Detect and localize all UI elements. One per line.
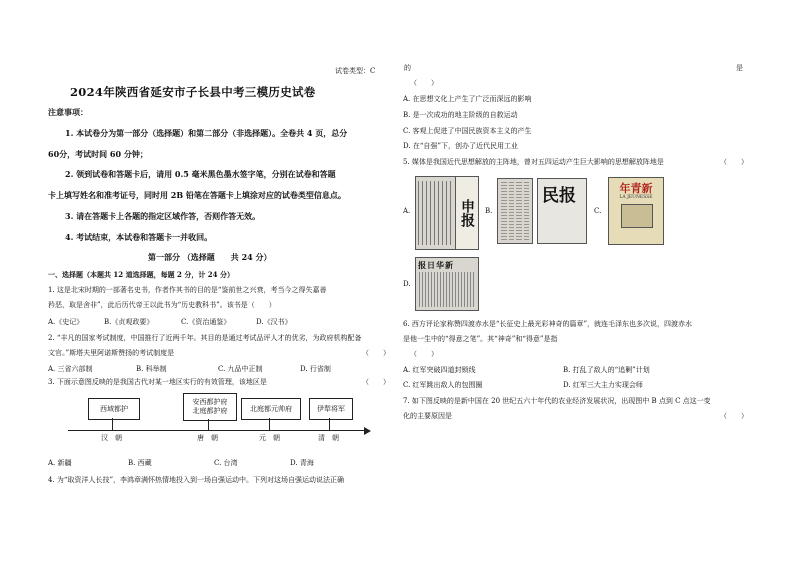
q3-option-a[interactable]: A. 新疆 <box>48 459 72 467</box>
q6-stem-line-1: 6. 西方评论家称赞四渡赤水是“长征史上最光彩神奇的篇章”，就连毛泽东也多次说，四渡赤水 <box>403 320 693 328</box>
notes-heading: 注意事项： <box>48 107 88 117</box>
note-line-6: 4. 考试结束，本试卷和答题卡一并收回。 <box>65 232 213 242</box>
q7-stem-line-2: 化的主要原因是 <box>403 412 452 420</box>
q6-option-d[interactable]: D. 红军三大主力实现会师 <box>563 381 643 389</box>
note-line-4: 卡上填写姓名和准考证号，同时用 2B 铅笔在答题卡上填涂对应的试卷类型信息点。 <box>48 190 346 200</box>
q5-label-a[interactable]: A. <box>403 207 411 215</box>
q1-option-b[interactable]: B.《贞观政要》 <box>104 318 154 326</box>
q1-stem-line-1: 1. 这是北宋时期的一部著名史书，作者作其书的目的是“鉴前世之兴衰，考当今之得失嘉善 <box>48 286 327 294</box>
newspaper-page-image[interactable] <box>497 178 533 244</box>
q7-stem-line-1: 7. 如下图反映的是新中国在 20 世纪五六十年代的农业经济发展状况，出现图中 B 点到 C 点这一变 <box>403 397 711 405</box>
timeline-axis <box>68 430 366 431</box>
q2-option-d[interactable]: D. 行省制 <box>300 365 331 373</box>
q6-answer-paren: （ ） <box>410 350 438 358</box>
note-line-2: 60分，考试时间 60 分钟； <box>48 149 148 159</box>
q2-option-b[interactable]: B. 科举制 <box>136 365 167 373</box>
q4-option-b[interactable]: B. 是一次成功的地主阶级的自救运动 <box>403 111 518 119</box>
q4-answer-paren: （ ） <box>410 79 438 87</box>
q1-option-c[interactable]: C.《资治通鉴》 <box>181 318 231 326</box>
q6-stem-line-2: 是他一生中的“得意之笔”。其“神奇”和“得意”是指 <box>403 335 558 343</box>
q2-answer-paren: （ ） <box>362 349 390 357</box>
xinqingnian-subtitle: LA JEUNESSE <box>619 195 653 200</box>
box-xiyu-duhu: 西域都护 <box>100 404 128 413</box>
shenbao-masthead: 申报 <box>455 177 478 249</box>
q6-option-c[interactable]: C. 红军跳出敌人的包围圈 <box>403 381 483 389</box>
q6-option-b[interactable]: B. 打乱了敌人的“追剿”计划 <box>563 366 650 374</box>
q3-option-b[interactable]: B. 西藏 <box>128 459 152 467</box>
q3-stem: 3. 下面示意图反映的是我国古代对某一地区实行的有效管理，该地区是 <box>48 378 267 386</box>
xinhua-body-text <box>419 272 475 307</box>
timeline-arrow-icon <box>364 427 371 435</box>
q3-option-d[interactable]: D. 青海 <box>290 459 314 467</box>
q3-option-c[interactable]: C. 台湾 <box>214 459 238 467</box>
era-tang: 唐 朝 <box>197 434 218 442</box>
diagram-box-han <box>88 398 140 420</box>
q2-stem-line-2: 文官。”斯塔夫里阿诺斯赞扬的考试制度是 <box>48 349 175 357</box>
box-yili-jiangjun: 伊犁将军 <box>317 404 345 413</box>
box-anxi-duhufu: 安西都护府 <box>192 398 228 406</box>
q5-stem: 5. 媒体是我国近代思想解放的主阵地，曾对五四运动产生巨大影响的思想解放阵地是 <box>403 158 664 166</box>
note-line-5: 3. 请在答题卡上各题的指定区域作答，否则作答无效。 <box>65 211 261 221</box>
q6-option-a[interactable]: A. 红军突破四道封锁线 <box>403 366 476 374</box>
section-heading: 一、选择题（本题共 12 道选择题，每题 2 分，计 24 分） <box>48 270 234 279</box>
portrait-image <box>621 204 653 228</box>
q1-option-a[interactable]: A.《史记》 <box>48 318 84 326</box>
connector-han <box>112 418 113 430</box>
paper-type: 试卷类型：C <box>335 67 376 75</box>
shenbao-body-text <box>416 177 455 249</box>
xinhua-masthead: 报日华新 <box>418 260 454 270</box>
q3-answer-paren: （ ） <box>362 378 390 386</box>
diagram-box-tang <box>183 393 237 421</box>
xinqingnian-image[interactable] <box>608 177 664 245</box>
q1-option-d[interactable]: D.《汉书》 <box>256 318 292 326</box>
xinhua-ribao-image[interactable] <box>415 257 479 311</box>
q5-label-b[interactable]: B. <box>485 207 493 215</box>
note-line-1: 1. 本试卷分为第一部分（选择题）和第二部分（非选择题）。全卷共 4 页，总分 <box>65 128 348 138</box>
q5-label-c[interactable]: C. <box>594 207 602 215</box>
connector-tang <box>208 419 209 430</box>
q5-answer-paren: （ ） <box>720 158 748 166</box>
q4-stem-cont: 的 <box>404 64 411 72</box>
xinqingnian-title: 年青新 <box>619 182 653 195</box>
connector-qing <box>329 418 330 430</box>
diagram-box-yuan <box>241 398 301 420</box>
q4-option-a[interactable]: A. 在思想文化上产生了广泛而深远的影响 <box>403 95 532 103</box>
q5-label-d[interactable]: D. <box>403 280 411 288</box>
shenbao-newspaper-image[interactable] <box>415 176 479 250</box>
era-han: 汉 朝 <box>101 434 122 442</box>
diagram-box-qing <box>309 398 353 420</box>
page-title: 2024年陕西省延安市子长县中考三模历史试卷 <box>70 85 316 99</box>
q4-stem: 4. 为“取资洋人长技”，李鸿章满怀热情地投入到一场自强运动中。下列对这场自强运动说法正确 <box>48 476 345 484</box>
q4-stem-cont-tail: 是 <box>736 64 743 72</box>
era-qing: 清 朝 <box>318 434 339 442</box>
q4-option-c[interactable]: C. 客观上促进了中国民族资本主义的产生 <box>403 127 532 135</box>
q2-option-c[interactable]: C. 九品中正制 <box>218 365 263 373</box>
minbao-image[interactable] <box>537 178 587 244</box>
q1-stem-line-2: 矜恶，取是舍非”，此后历代帝王以此书为“历史教科书”。该书是（ ） <box>48 301 276 309</box>
q4-option-d[interactable]: D. 在“自强”下，创办了近代民用工业 <box>403 142 518 150</box>
era-yuan: 元 朝 <box>259 434 280 442</box>
note-line-3: 2. 领到试卷和答题卡后，请用 0.5 毫米黑色墨水签字笔，分别在试卷和答题 <box>65 169 336 179</box>
q7-answer-paren: （ ） <box>720 412 748 420</box>
minbao-title: 民报 <box>542 186 576 206</box>
q2-stem-line-1: 2. “丰凡的国家考试制度，中国推行了近两千年。其目的是通过考试品评人才的优劣，为政府机构配备 <box>48 334 362 342</box>
box-beiting-duhufu: 北庭都护府 <box>192 407 228 415</box>
connector-yuan <box>269 418 270 430</box>
box-beiting-duyuanshuaifu: 北庭都元帅府 <box>250 404 292 413</box>
q2-option-a[interactable]: A. 三省六部制 <box>48 365 93 373</box>
part1-heading: 第一部分 （选择题 共 24 分） <box>148 252 272 262</box>
